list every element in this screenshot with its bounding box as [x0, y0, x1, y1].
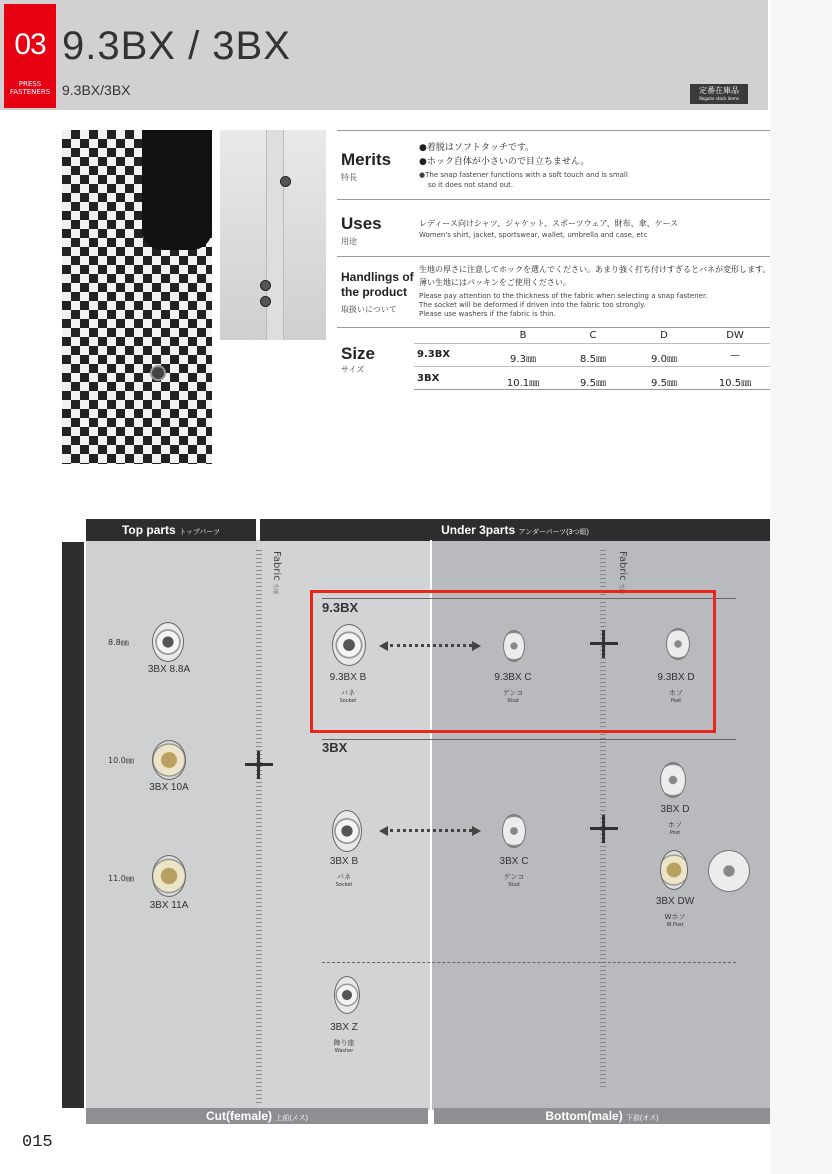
spec-rule: [337, 199, 770, 200]
top-item-name: 3BX 11A: [149, 900, 189, 911]
top-item-name: 3BX 10A: [149, 782, 189, 793]
size-cell: 9.3㎜: [510, 354, 536, 365]
part-name: 3BX DW: [655, 896, 695, 907]
fabric-label-en: Fabric: [271, 551, 282, 581]
part-name-jp: ホソ: [668, 821, 682, 829]
size-cell: —: [730, 350, 740, 361]
section-label-line1: PRESS: [18, 80, 42, 88]
part-name-en: Post: [669, 830, 681, 836]
side-bar: [62, 542, 84, 1108]
umbrella-handle: [142, 130, 212, 250]
size-heading: Size: [341, 344, 376, 363]
snap-cap-icon: [152, 740, 186, 780]
size-rule: [414, 389, 770, 390]
top-item-name: 3BX 8.8A: [147, 664, 191, 675]
size-cell: 10.1㎜: [506, 378, 540, 389]
part-name-jp: ホソ: [669, 689, 683, 697]
shirt-snap-icon: [280, 176, 291, 187]
size-col-header: D: [660, 330, 668, 341]
size-cell: 10.5㎜: [718, 378, 752, 389]
part-name-jp: 飾り座: [333, 1039, 355, 1047]
post-icon: [660, 762, 686, 798]
cut-female-label-jp: 上前(メス): [275, 1115, 309, 1122]
under-parts-label: Under 3parts: [441, 523, 516, 537]
size-rule: [414, 366, 770, 367]
part-name-en: W Post: [666, 922, 684, 928]
handling-heading: Handlings of: [341, 270, 414, 284]
side-label-jp: キャップ: [6, 845, 13, 874]
handling-line: 生地の厚さに注意してホックを選んでください。あまり強く打ち付けすぎるとバネが変形します。: [419, 265, 771, 274]
fabric-ruler: [256, 550, 262, 1105]
handling-line: Please pay attention to the thickness of the fabric when selecting a snap fastener.: [419, 292, 708, 300]
page-title: 9.3BX / 3BX: [62, 24, 291, 68]
page-subtitle: 9.3BX/3BX: [62, 82, 131, 98]
size-row-name: 3BX: [417, 373, 440, 384]
group-rule: [322, 739, 736, 740]
merits-line: so it does not stand out.: [428, 181, 514, 189]
group-label-3bx: 3BX: [322, 740, 348, 755]
part-name: 9.3BX B: [329, 672, 367, 683]
arrow-right-icon: [472, 826, 481, 836]
umbrella-snap-icon: [150, 365, 166, 381]
under-parts-header: [260, 519, 770, 541]
side-label-en: Capped prong: [5, 760, 19, 842]
part-name-jp: ゲンコ: [503, 873, 525, 881]
part-name: 9.3BX C: [494, 672, 532, 683]
merits-line: ●着脱はソフトタッチです。: [419, 143, 535, 153]
under-parts-label-jp: アンダーパーツ(3つ組): [518, 529, 589, 536]
size-cell: 9.0㎜: [651, 354, 677, 365]
washer-icon: [334, 976, 360, 1014]
uses-line: Women's shirt, jacket, sportswear, wallet, umbrella and case, etc: [419, 231, 648, 239]
size-col-header: B: [519, 330, 527, 341]
section-label: [4, 80, 56, 96]
w-post-cap-icon: [708, 850, 750, 892]
part-name-en: Socket: [335, 882, 353, 888]
part-name: 9.3BX D: [657, 672, 695, 683]
umbrella-photo: [62, 130, 212, 464]
side-label: [5, 727, 19, 907]
spec-rule: [337, 130, 770, 131]
arrow-left-icon: [379, 826, 388, 836]
socket-icon: [332, 810, 362, 852]
part-name: 3BX B: [329, 856, 359, 867]
plus-icon: [257, 751, 260, 779]
size-cell: 9.5㎜: [580, 378, 606, 389]
bottom-male-label-jp: 下前(オス): [626, 1115, 659, 1122]
spec-rule: [337, 327, 770, 328]
cut-female-bar: [86, 1108, 428, 1124]
top-item-size: 11.0㎜: [108, 874, 134, 883]
cut-female-label: Cut(female): [205, 1109, 272, 1123]
uses-heading: Uses: [341, 214, 382, 233]
highlight-box: [310, 590, 716, 733]
size-rule: [414, 343, 770, 344]
part-name: 3BX D: [660, 804, 690, 815]
top-parts-header: [86, 519, 256, 541]
group-dash-rule: [322, 962, 736, 963]
part-name-en: Stud: [508, 882, 520, 888]
top-parts-label-jp: トップパーツ: [179, 529, 221, 536]
merits-line: ●ホック自体が小さいので目立ちません。: [419, 157, 590, 167]
shirt-photo: [220, 130, 326, 340]
fabric-label-jp: 生地: [272, 583, 278, 594]
page-number: 015: [22, 1133, 53, 1152]
handling-line: 薄い生地にはパッキンをご使用ください。: [419, 278, 571, 287]
merits-heading-jp: 特長: [341, 173, 357, 182]
w-post-icon: [660, 850, 688, 890]
stock-badge: [690, 84, 748, 104]
size-row-name: 9.3BX: [417, 349, 451, 360]
part-name-en: Socket: [339, 698, 357, 704]
section-badge: [4, 4, 56, 108]
part-name: 3BX C: [499, 856, 529, 867]
shirt-snap-icon: [260, 280, 271, 291]
fabric-label: [271, 551, 282, 594]
size-cell: 8.5㎜: [580, 354, 606, 365]
snap-cap-icon: [152, 622, 184, 662]
size-col-header: DW: [726, 330, 744, 341]
bottom-male-label: Bottom(male): [545, 1109, 623, 1123]
stud-icon: [502, 814, 526, 848]
part-name-jp: バネ: [341, 689, 355, 697]
part-name-en: Post: [670, 698, 682, 704]
section-number: 03: [14, 28, 46, 61]
handling-heading: the product: [341, 285, 407, 299]
shirt-placket: [266, 130, 284, 340]
stock-badge-en: Regular stock items: [699, 96, 739, 101]
fabric-label: [617, 551, 628, 594]
uses-line: レディース向けシャツ、ジャケット、スポーツウェア、財布、傘、ケース: [419, 219, 679, 228]
part-name: 3BX Z: [330, 1022, 358, 1033]
bottom-male-bar: [434, 1108, 770, 1124]
merits-line: ●The snap fastener functions with a soft touch and is small: [419, 171, 628, 179]
section-label-line2: FASTENERS: [9, 88, 51, 96]
shirt-snap-icon: [260, 296, 271, 307]
plus-icon: [602, 815, 605, 843]
group-label-93bx: 9.3BX: [322, 600, 359, 615]
fabric-label-en: Fabric: [617, 551, 628, 581]
part-name-jp: バネ: [337, 873, 351, 881]
stock-badge-jp: 定番在庫品: [699, 86, 739, 95]
top-item-size: 10.0㎜: [108, 756, 134, 765]
part-name-jp: Wホソ: [664, 913, 686, 921]
spec-rule: [337, 256, 770, 257]
size-heading-jp: サイズ: [341, 365, 365, 374]
arrow-line: [390, 829, 472, 832]
handling-line: The socket will be deformed if driven into the fabric too strongly.: [419, 301, 646, 309]
uses-heading-jp: 用途: [341, 237, 357, 246]
handling-line: Please use washers if the fabric is thin.: [419, 310, 556, 318]
fabric-label-jp: 生地: [618, 583, 624, 594]
size-cell: 9.5㎜: [651, 378, 677, 389]
part-name-en: Washer: [334, 1048, 354, 1054]
top-item-size: 8.8㎜: [108, 638, 129, 647]
page-edge: [770, 0, 832, 1174]
snap-cap-icon: [152, 855, 186, 897]
merits-heading: Merits: [341, 150, 392, 169]
top-parts-label: Top parts: [121, 523, 176, 537]
part-name-jp: ゲンコ: [502, 689, 524, 697]
size-col-header: C: [589, 330, 597, 341]
handling-heading-jp: 取扱いについて: [341, 305, 397, 314]
part-name-en: Stud: [507, 698, 519, 704]
